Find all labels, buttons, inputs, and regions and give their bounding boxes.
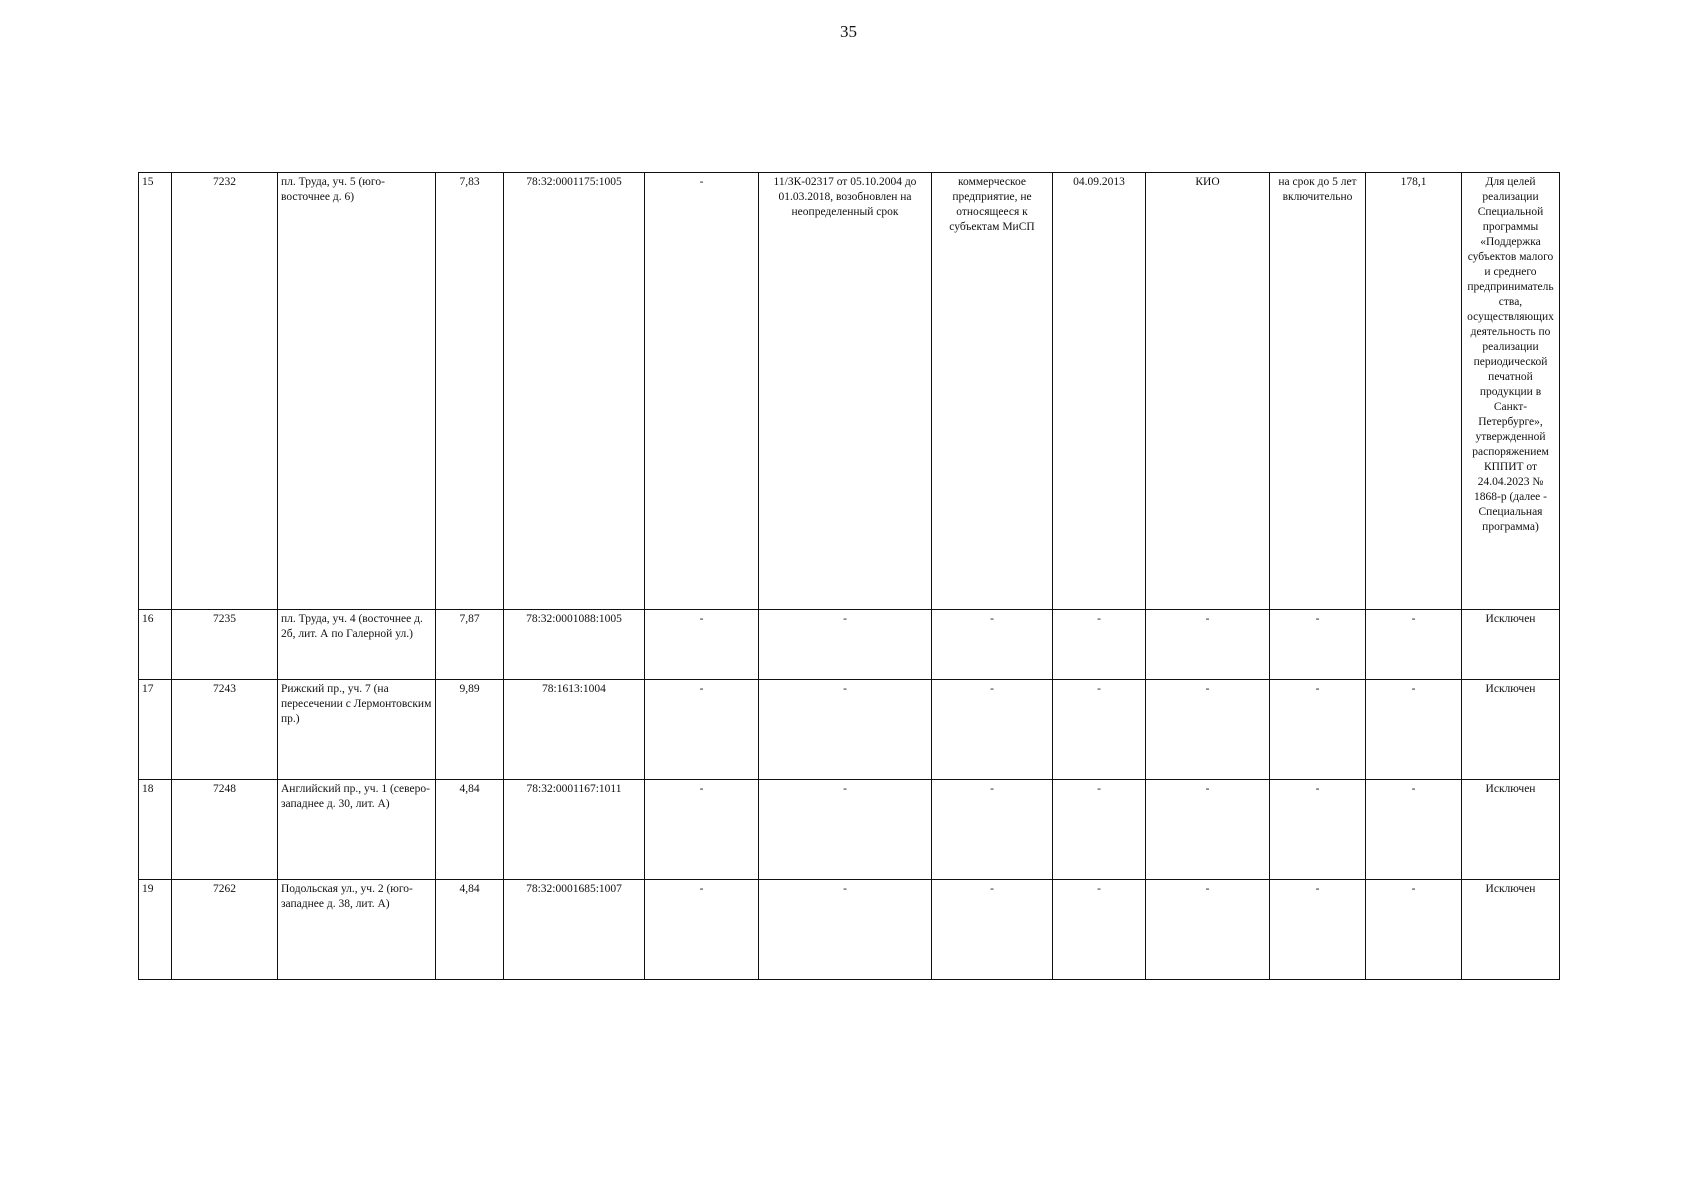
cadastral-number: 78:32:0001088:1005 <box>504 610 645 680</box>
entity-cell: коммерческое предприятие, не относящееся к субъектам МиСП <box>932 173 1053 610</box>
table-row <box>139 680 1560 780</box>
term-cell: - <box>1270 880 1366 980</box>
date-cell: - <box>1053 880 1146 980</box>
row-number: 19 <box>139 880 172 980</box>
address-cell: Английский пр., уч. 1 (северо-западнее д. 30, лит. А) <box>278 780 436 880</box>
row-number: 17 <box>139 680 172 780</box>
term-cell: - <box>1270 680 1366 780</box>
col6-cell: - <box>645 680 759 780</box>
table-row <box>139 173 1560 610</box>
value-cell: - <box>1366 680 1462 780</box>
col6-cell: - <box>645 173 759 610</box>
address-cell: пл. Труда, уч. 5 (юго-восточнее д. 6) <box>278 173 436 610</box>
object-code: 7232 <box>172 173 278 610</box>
contract-cell: - <box>759 880 932 980</box>
land-plots-table <box>138 172 1560 980</box>
col6-cell: - <box>645 880 759 980</box>
org-cell: - <box>1146 780 1270 880</box>
date-cell: - <box>1053 780 1146 880</box>
object-code: 7262 <box>172 880 278 980</box>
org-cell: - <box>1146 680 1270 780</box>
org-cell: - <box>1146 610 1270 680</box>
contract-cell: - <box>759 780 932 880</box>
area-cell: 9,89 <box>436 680 504 780</box>
table-row <box>139 780 1560 880</box>
entity-cell: - <box>932 680 1053 780</box>
contract-cell: - <box>759 680 932 780</box>
org-cell: - <box>1146 880 1270 980</box>
area-cell: 7,83 <box>436 173 504 610</box>
value-cell: - <box>1366 780 1462 880</box>
entity-cell: - <box>932 780 1053 880</box>
date-cell: - <box>1053 680 1146 780</box>
note-cell: Для целей реализации Специальной программы «Поддержка субъектов малого и среднего предпринимательства, осуществляющих деятельность по реализации периодической печатной продукции в Санкт-Петербурге», утвержденной распоряжением КППИТ от 24.04.2023 № 1868-р (далее - Специальная программа) <box>1462 173 1560 610</box>
term-cell: на срок до 5 лет включительно <box>1270 173 1366 610</box>
cadastral-number: 78:32:0001685:1007 <box>504 880 645 980</box>
term-cell: - <box>1270 610 1366 680</box>
note-cell: Исключен <box>1462 680 1560 780</box>
date-cell: - <box>1053 610 1146 680</box>
entity-cell: - <box>932 610 1053 680</box>
entity-cell: - <box>932 880 1053 980</box>
value-cell: - <box>1366 610 1462 680</box>
col6-cell: - <box>645 610 759 680</box>
contract-cell: - <box>759 610 932 680</box>
note-cell: Исключен <box>1462 780 1560 880</box>
area-cell: 7,87 <box>436 610 504 680</box>
term-cell: - <box>1270 780 1366 880</box>
object-code: 7243 <box>172 680 278 780</box>
area-cell: 4,84 <box>436 880 504 980</box>
object-code: 7235 <box>172 610 278 680</box>
value-cell: - <box>1366 880 1462 980</box>
table-row <box>139 610 1560 680</box>
address-cell: Рижский пр., уч. 7 (на пересечении с Лермонтовским пр.) <box>278 680 436 780</box>
area-cell: 4,84 <box>436 780 504 880</box>
object-code: 7248 <box>172 780 278 880</box>
value-cell: 178,1 <box>1366 173 1462 610</box>
cadastral-number: 78:32:0001167:1011 <box>504 780 645 880</box>
row-number: 16 <box>139 610 172 680</box>
col6-cell: - <box>645 780 759 880</box>
cadastral-number: 78:32:0001175:1005 <box>504 173 645 610</box>
contract-cell: 11/ЗК-02317 от 05.10.2004 до 01.03.2018, возобновлен на неопределенный срок <box>759 173 932 610</box>
note-cell: Исключен <box>1462 880 1560 980</box>
org-cell: КИО <box>1146 173 1270 610</box>
note-cell: Исключен <box>1462 610 1560 680</box>
page-number: 35 <box>840 22 857 41</box>
cadastral-number: 78:1613:1004 <box>504 680 645 780</box>
address-cell: Подольская ул., уч. 2 (юго-западнее д. 38, лит. А) <box>278 880 436 980</box>
table-row <box>139 880 1560 980</box>
address-cell: пл. Труда, уч. 4 (восточнее д. 2б, лит. А по Галерной ул.) <box>278 610 436 680</box>
date-cell: 04.09.2013 <box>1053 173 1146 610</box>
row-number: 15 <box>139 173 172 610</box>
row-number: 18 <box>139 780 172 880</box>
